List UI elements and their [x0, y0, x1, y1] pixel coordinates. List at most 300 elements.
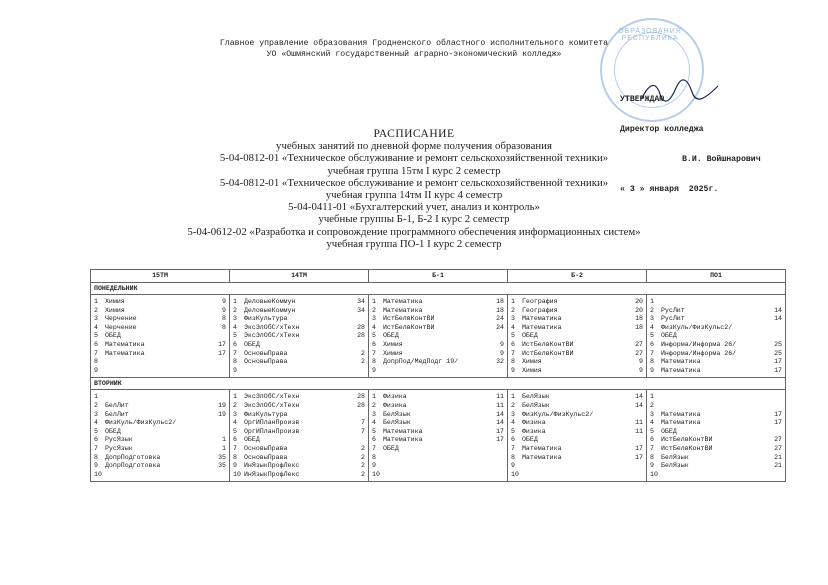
lesson-room	[212, 358, 226, 367]
lesson-row	[650, 445, 782, 454]
lesson-row	[511, 454, 643, 463]
lesson-row	[372, 358, 504, 367]
lesson-room: 21	[774, 462, 782, 470]
lesson-number: 2	[372, 306, 376, 314]
lesson-room	[768, 332, 782, 341]
lesson-subject: ОБЕД	[240, 436, 260, 444]
lesson-subject: БелЯзык	[379, 419, 411, 427]
lesson-subject	[657, 393, 768, 402]
lesson-room	[768, 428, 782, 437]
lesson-row	[94, 315, 226, 324]
lesson-row	[233, 358, 365, 367]
lesson-number: 8	[511, 358, 515, 366]
lesson-row	[511, 367, 643, 376]
lesson-row	[94, 428, 226, 437]
lesson-room: 14	[496, 419, 504, 427]
organization-line-1: Главное управление образования Гродненского областного исполнительного комитета	[219, 39, 609, 48]
lesson-room: 28	[357, 393, 365, 401]
lesson-room: 18	[635, 323, 643, 331]
lesson-subject: ИнЯзыкПрофЛекс	[240, 462, 300, 470]
lesson-room: 27	[774, 436, 782, 444]
lesson-row	[650, 341, 782, 350]
lesson-subject: Математика	[657, 410, 701, 418]
lesson-number: 6	[650, 436, 654, 444]
lesson-number: 7	[233, 349, 237, 357]
organization-line-2: УО «Ошмянский государственный аграрно-экономический колледж»	[266, 50, 562, 59]
lesson-row	[372, 298, 504, 307]
lesson-number: 7	[650, 444, 654, 452]
lesson-room: 18	[635, 315, 643, 323]
lesson-room	[490, 445, 504, 454]
lesson-row	[511, 393, 643, 402]
lesson-number: 2	[650, 401, 654, 409]
lesson-subject: Информа/Информа 26/	[657, 349, 737, 357]
lesson-number: 8	[94, 453, 98, 461]
lesson-number: 7	[511, 349, 515, 357]
lesson-subject: Физика	[379, 393, 407, 401]
lesson-number: 3	[372, 315, 376, 323]
lesson-room: 18	[496, 298, 504, 305]
lesson-subject: БелЯзык	[518, 393, 550, 401]
lesson-room: 20	[635, 306, 643, 314]
lesson-number: 3	[650, 410, 654, 418]
lesson-number: 2	[94, 306, 98, 314]
lesson-room: 27	[774, 444, 782, 452]
lesson-subject: Химия	[101, 298, 125, 305]
lesson-room: 24	[496, 315, 504, 323]
lesson-room: 11	[496, 401, 504, 409]
lesson-row	[511, 445, 643, 454]
lesson-subject: ЭксЭлОбС/хТехн	[240, 393, 300, 401]
lesson-row	[94, 436, 226, 445]
lesson-subject: География	[518, 306, 558, 314]
lesson-row	[94, 358, 226, 367]
lesson-number: 6	[650, 340, 654, 348]
lesson-room: 2	[361, 358, 365, 366]
lesson-room: 7	[361, 427, 365, 435]
lesson-row	[233, 324, 365, 333]
lesson-subject: БелЛит	[101, 401, 129, 409]
lesson-subject	[101, 471, 212, 480]
lesson-row	[650, 419, 782, 428]
lesson-row	[650, 298, 782, 307]
lesson-room	[212, 428, 226, 437]
lesson-number: 1	[650, 393, 654, 401]
lesson-subject: Математика	[379, 298, 423, 305]
lesson-room: 14	[774, 306, 782, 314]
lesson-subject: Черчение	[101, 323, 137, 331]
lesson-row	[94, 324, 226, 333]
lesson-subject	[518, 471, 629, 480]
lesson-room: 9	[222, 306, 226, 314]
lesson-number: 8	[94, 358, 98, 366]
lesson-row	[511, 324, 643, 333]
lesson-room	[351, 367, 365, 376]
group-header: 14ТМ	[230, 270, 369, 282]
lesson-row	[511, 402, 643, 411]
lesson-room: 28	[357, 323, 365, 331]
lesson-subject: БелЯзык	[379, 410, 411, 418]
lesson-row	[233, 419, 365, 428]
group-lessons-column	[508, 295, 647, 377]
lesson-room: 9	[500, 349, 504, 357]
lesson-room	[768, 393, 782, 402]
lesson-room	[629, 462, 643, 471]
lesson-subject	[657, 402, 768, 411]
lesson-subject: БелЯзык	[657, 453, 689, 461]
lesson-room: 17	[774, 419, 782, 427]
lesson-subject: ОсновыПрава	[240, 349, 288, 357]
lesson-room	[490, 462, 504, 471]
lesson-row	[372, 315, 504, 324]
lesson-row	[650, 350, 782, 359]
lesson-subject: ФизКуль/ФизКульс2/	[518, 410, 594, 418]
lesson-subject	[379, 471, 490, 480]
lesson-room: 28	[357, 401, 365, 409]
lesson-number: 7	[94, 349, 98, 357]
lesson-subject: Физика	[379, 401, 407, 409]
lesson-number: 7	[372, 349, 376, 357]
group-lessons-column	[91, 390, 230, 481]
lesson-room: 14	[774, 315, 782, 323]
lesson-subject: ФизКуль/ФизКульс2/	[657, 323, 733, 331]
lesson-number: 9	[94, 462, 98, 470]
lesson-row	[94, 411, 226, 420]
lesson-subject: Математика	[518, 315, 562, 323]
lesson-row	[94, 402, 226, 411]
title-line-9: учебная группа ПО-1 I курс 2 семестр	[326, 237, 502, 250]
lesson-number: 3	[94, 315, 98, 323]
lesson-subject: ДопрПодготовка	[101, 462, 161, 470]
lesson-room: 17	[635, 444, 643, 452]
lesson-number: 4	[650, 323, 654, 331]
document-title: РАСПИСАНИЕ	[373, 128, 455, 140]
lesson-subject: Математика	[657, 366, 701, 374]
lesson-row	[233, 402, 365, 411]
lesson-room: 28	[357, 332, 365, 340]
lesson-room: 11	[496, 393, 504, 401]
lesson-subject: ОсновыПрава	[240, 358, 288, 366]
lesson-row	[511, 298, 643, 307]
lesson-row	[94, 341, 226, 350]
lesson-room: 17	[774, 358, 782, 366]
lesson-row	[372, 471, 504, 480]
lesson-room: 2	[361, 462, 365, 470]
lesson-row	[233, 462, 365, 471]
title-line-5: учебная группа 14тм II курс 4 семестр	[325, 189, 503, 202]
lesson-row	[511, 419, 643, 428]
group-header: ПО1	[710, 272, 722, 279]
lesson-number: 3	[233, 410, 237, 418]
lesson-row	[233, 454, 365, 463]
lesson-subject: ИстБелвКонтВИ	[379, 315, 435, 323]
group-lessons-column	[508, 390, 647, 481]
lesson-row	[233, 307, 365, 316]
lesson-number: 9	[233, 366, 237, 374]
lesson-number: 9	[372, 366, 376, 374]
lesson-subject: ЭксЭлОбС/хТехн	[240, 332, 300, 340]
lesson-subject: ОБЕД	[240, 340, 260, 348]
lesson-room: 35	[218, 453, 226, 461]
director-signature	[640, 78, 720, 104]
organization-header	[0, 38, 828, 60]
lesson-room	[768, 298, 782, 307]
lesson-room	[629, 471, 643, 480]
lesson-number: 4	[511, 323, 515, 331]
lesson-subject	[379, 454, 490, 463]
lesson-subject: Физика	[518, 427, 546, 435]
lesson-subject: ФизКультура	[240, 410, 288, 418]
lesson-room	[212, 332, 226, 341]
lesson-row	[511, 350, 643, 359]
lesson-row	[511, 471, 643, 480]
lesson-room: 11	[635, 419, 643, 427]
lesson-row	[650, 315, 782, 324]
lesson-number: 9	[94, 366, 98, 374]
lesson-subject	[657, 298, 768, 307]
lesson-number: 7	[372, 444, 376, 452]
lesson-subject: РусЛит	[657, 315, 685, 323]
lesson-room: 35	[218, 462, 226, 470]
lesson-subject: Математика	[379, 306, 423, 314]
lesson-subject: Химия	[379, 340, 403, 348]
lesson-number: 8	[650, 453, 654, 461]
lesson-row	[233, 350, 365, 359]
lesson-subject: БелЛит	[101, 410, 129, 418]
lesson-number: 2	[94, 401, 98, 409]
lesson-room: 19	[218, 410, 226, 418]
group-lessons-column	[369, 295, 508, 377]
lesson-subject: ОБЕД	[657, 332, 677, 340]
title-line-7: учебные группы Б-1, Б-2 I курс 2 семестр	[318, 213, 510, 226]
lesson-subject: ОБЕД	[657, 427, 677, 435]
lesson-subject: ИстБелвКонтВИ	[518, 340, 574, 348]
lesson-row	[233, 445, 365, 454]
lesson-row	[372, 332, 504, 341]
title-line-4: 5-04-0812-01 «Техническое обслуживание и ремонт сельскохозяйственной техники»	[219, 176, 609, 189]
lesson-room: 2	[361, 349, 365, 357]
lesson-row	[650, 307, 782, 316]
lesson-number: 2	[233, 401, 237, 409]
lesson-number: 8	[233, 453, 237, 461]
lesson-number: 5	[94, 427, 98, 435]
title-line-8: 5-04-0612-02 «Разработка и сопровождение программного обеспечения информационных систем»	[187, 225, 641, 238]
lesson-subject	[101, 367, 212, 376]
title-line-6: 5-04-0411-01 «Бухгалтерский учет, анализ и контроль»	[288, 201, 540, 214]
lesson-row	[233, 411, 365, 420]
lesson-number: 5	[650, 427, 654, 435]
group-lessons-column	[369, 390, 508, 481]
lesson-row	[233, 298, 365, 307]
lesson-number: 8	[650, 358, 654, 366]
lesson-subject	[240, 367, 351, 376]
lesson-number: 5	[372, 427, 376, 435]
lesson-room	[212, 471, 226, 480]
lesson-number: 5	[94, 332, 98, 340]
lesson-subject	[101, 393, 212, 402]
lesson-row	[650, 454, 782, 463]
lesson-number: 3	[233, 315, 237, 323]
lesson-room: 18	[496, 306, 504, 314]
lesson-subject: РусЯзык	[101, 444, 133, 452]
approval-line-2: Директор колледжа	[620, 125, 704, 134]
lesson-row	[650, 471, 782, 480]
lesson-number: 2	[372, 401, 376, 409]
group-header: Б-1	[369, 270, 508, 282]
schedule-header-row	[91, 270, 785, 283]
lesson-row	[511, 315, 643, 324]
seal-stamp-text: ОБРАЗОВАНИЯ РЕСПУБЛИКА	[618, 28, 682, 42]
lesson-subject: ЭксЭлОбС/хТехн	[240, 323, 300, 331]
lesson-number: 9	[650, 366, 654, 374]
lesson-room: 19	[218, 401, 226, 409]
lesson-number: 1	[233, 298, 237, 305]
lesson-room: 1	[222, 444, 226, 452]
lesson-row	[372, 307, 504, 316]
lesson-subject: БелЯзык	[518, 401, 550, 409]
lesson-subject: ДопрПод/МедПодг 19/	[379, 358, 459, 366]
lesson-subject: ОБЕД	[518, 332, 538, 340]
lesson-subject: ОБЕД	[379, 444, 399, 452]
lesson-row	[650, 402, 782, 411]
lesson-number: 10	[650, 470, 658, 478]
lesson-number: 3	[372, 410, 376, 418]
lesson-number: 4	[233, 323, 237, 331]
lesson-row	[233, 436, 365, 445]
lesson-row	[511, 428, 643, 437]
lesson-row	[511, 332, 643, 341]
lesson-row	[650, 367, 782, 376]
lesson-subject: Математика	[101, 340, 145, 348]
lesson-row	[94, 332, 226, 341]
lesson-number: 1	[94, 298, 98, 305]
lesson-number: 9	[650, 462, 654, 470]
lesson-subject: ОргИПланПроизв	[240, 419, 300, 427]
lesson-number: 5	[233, 427, 237, 435]
lesson-room: 17	[218, 340, 226, 348]
lesson-subject: Математика	[101, 349, 145, 357]
lesson-subject: ФизКультура	[240, 315, 288, 323]
lesson-row	[511, 341, 643, 350]
lesson-subject: Физика	[518, 419, 546, 427]
lesson-row	[233, 393, 365, 402]
lesson-row	[233, 341, 365, 350]
lesson-number: 4	[372, 323, 376, 331]
lesson-room	[490, 471, 504, 480]
lesson-room: 14	[635, 393, 643, 401]
lesson-subject: ОргИПланПроизв	[240, 427, 300, 435]
lesson-subject: ОБЕД	[379, 332, 399, 340]
lesson-room: 11	[635, 427, 643, 435]
lesson-subject: ОсновыПрава	[240, 444, 288, 452]
lesson-room	[212, 393, 226, 402]
lesson-room: 9	[639, 358, 643, 366]
lesson-number: 6	[511, 340, 515, 348]
lesson-room: 2	[361, 453, 365, 461]
lesson-room	[490, 367, 504, 376]
lesson-row	[372, 411, 504, 420]
lesson-number: 2	[233, 306, 237, 314]
lesson-subject: Химия	[379, 349, 403, 357]
lesson-subject: ЭксЭлОбС/хТехн	[240, 401, 300, 409]
lesson-row	[94, 419, 226, 428]
group-lessons-column	[91, 295, 230, 377]
approval-line-4: « 3 » января 2025г.	[620, 185, 719, 194]
lesson-row	[372, 436, 504, 445]
lesson-subject: Математика	[518, 444, 562, 452]
lesson-number: 6	[233, 340, 237, 348]
lesson-row	[650, 428, 782, 437]
lesson-room: 17	[774, 410, 782, 418]
lesson-number: 3	[511, 410, 515, 418]
group-header: 15ТМ	[91, 270, 230, 282]
lesson-subject: Черчение	[101, 315, 137, 323]
lesson-number: 7	[511, 444, 515, 452]
lesson-room	[768, 324, 782, 333]
lesson-row	[511, 411, 643, 420]
lesson-room: 17	[496, 427, 504, 435]
lesson-room	[768, 471, 782, 480]
lesson-row	[233, 471, 365, 480]
lesson-row	[233, 367, 365, 376]
lesson-room: 2	[361, 470, 365, 478]
lesson-number: 4	[94, 419, 98, 427]
lesson-number: 9	[233, 462, 237, 470]
lesson-room: 9	[639, 366, 643, 374]
lesson-room: 32	[496, 358, 504, 366]
lesson-number: 7	[650, 349, 654, 357]
lesson-number: 1	[372, 393, 376, 401]
lesson-room: 14	[496, 410, 504, 418]
lesson-room: 8	[222, 315, 226, 323]
lesson-subject: ДопрПодготовка	[101, 453, 161, 461]
lesson-room	[490, 454, 504, 463]
lesson-number: 1	[650, 298, 654, 305]
lesson-room: 17	[218, 349, 226, 357]
lesson-number: 3	[511, 315, 515, 323]
lesson-row	[94, 462, 226, 471]
lesson-number: 6	[372, 436, 376, 444]
lesson-row	[650, 411, 782, 420]
lesson-number: 4	[372, 419, 376, 427]
day-lessons	[91, 295, 785, 378]
lesson-number: 2	[650, 306, 654, 314]
lesson-row	[233, 428, 365, 437]
lesson-subject: Химия	[518, 366, 542, 374]
group-lessons-column	[647, 390, 785, 481]
lesson-number: 9	[511, 462, 515, 470]
lesson-subject	[379, 367, 490, 376]
group-lessons-column	[230, 390, 369, 481]
lesson-number: 6	[372, 340, 376, 348]
lesson-row	[650, 393, 782, 402]
lesson-row	[372, 393, 504, 402]
lesson-subject: ИстБелвКонтВИ	[657, 444, 713, 452]
lesson-room: 21	[774, 453, 782, 461]
lesson-room: 24	[496, 323, 504, 331]
lesson-room: 9	[500, 340, 504, 348]
lesson-subject	[657, 471, 768, 480]
lesson-row	[233, 315, 365, 324]
lesson-room	[629, 411, 643, 420]
lesson-number: 1	[372, 298, 376, 305]
lesson-number: 7	[94, 444, 98, 452]
lesson-number: 8	[372, 453, 376, 461]
lesson-room: 8	[222, 323, 226, 331]
group-lessons-column	[230, 295, 369, 377]
title-line-1: учебных занятий по дневной форме получения образования	[276, 140, 552, 153]
lesson-row	[372, 419, 504, 428]
